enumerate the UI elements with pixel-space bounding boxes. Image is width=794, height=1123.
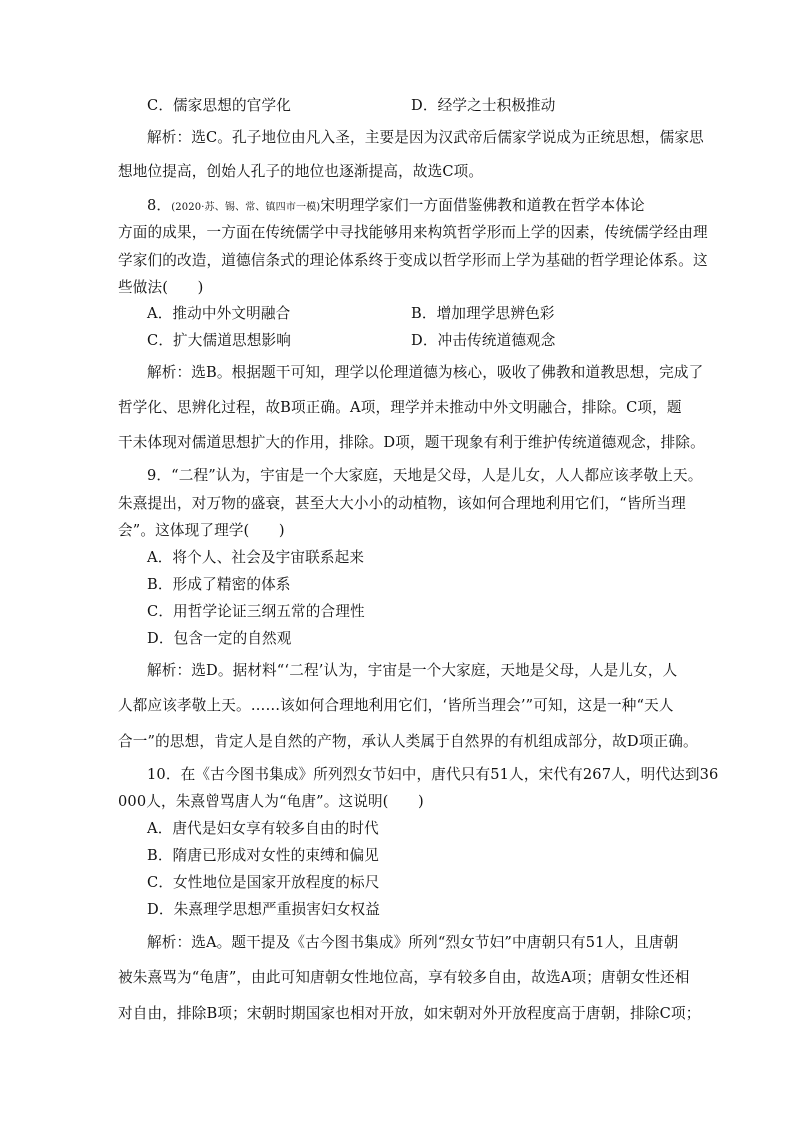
q8-option-b: B．增加理学思辨色彩 — [411, 305, 555, 322]
q9-option-d: D．包含一定的自然观 — [147, 630, 292, 647]
q10-option-c: C．女性地位是国家开放程度的标尺 — [147, 874, 380, 891]
q8-answer-line-1: 解析：选B。根据题干可知，理学以伦理道德为核心，吸收了佛教和道教思想，完成了 — [147, 364, 704, 381]
q9-option-a: A．将个人、社会及宇宙联系起来 — [147, 549, 365, 566]
q10-option-a: A．唐代是妇女享有较多自由的时代 — [147, 820, 379, 837]
q8-answer-line-3: 干未体现对儒道思想扩大的作用，排除。D项，题干现象有利于维护传统道德观念，排除。 — [118, 434, 705, 451]
q8-answer-line-2: 哲学化、思辨化过程，故B项正确。A项，理学并未推动中外文明融合，排除。C项，题 — [118, 399, 682, 416]
q10-answer-line-1: 解析：选A。题干提及《古今图书集成》所列“烈女节妇”中唐朝只有51人，且唐朝 — [147, 934, 679, 951]
q8-source-tag: (2020·苏、锡、常、镇四市一模) — [171, 202, 321, 213]
q8-stem-line-3: 学家们的改造，道德信条式的理论体系终于变成以哲学形而上学为基础的哲学理论体系。这 — [118, 252, 708, 269]
q8-number: 8． — [147, 197, 172, 214]
q9-option-c: C．用哲学论证三纲五常的合理性 — [147, 603, 365, 620]
q8-stem-line-4: 些做法( ) — [118, 279, 204, 296]
q10-option-b: B．隋唐已形成对女性的束缚和偏见 — [147, 847, 380, 864]
q7-option-c: C．儒家思想的官学化 — [147, 97, 292, 114]
q9-option-b: B．形成了精密的体系 — [147, 576, 291, 593]
q10-answer-line-2: 被朱熹骂为“龟唐”，由此可知唐朝女性地位高，享有较多自由，故选A项；唐朝女性还相 — [118, 969, 690, 986]
q9-stem-line-1: 9．“二程”认为，宇宙是一个大家庭，天地是父母，人是儿女，人人都应该孝敬上天。 — [147, 467, 703, 484]
q7-answer-line-1: 解析：选C。孔子地位由凡入圣，主要是因为汉武帝后儒家学说成为正统思想，儒家思 — [147, 129, 704, 146]
q7-answer-line-2: 想地位提高，创始人孔子的地位也逐渐提高，故选C项。 — [118, 163, 484, 180]
q8-stem-line-2: 方面的成果，一方面在传统儒学中寻找能够用来构筑哲学形而上学的因素，传统儒学经由理 — [118, 224, 708, 241]
q8-stem-text: 宋明理学家们一方面借鉴佛教和道教在哲学本体论 — [320, 197, 645, 214]
q10-option-d: D．朱熹理学思想严重损害妇女权益 — [147, 901, 381, 918]
q9-answer-line-3: 合一”的思想，肯定人是自然的产物，承认人类属于自然界的有机组成部分，故D项正确。 — [118, 733, 698, 750]
q8-stem-line-1 — [147, 197, 645, 217]
q10-stem-line-1: 10．在《古今图书集成》所列烈女节妇中，唐代只有51人，宋代有267人，明代达到36 — [147, 766, 719, 783]
q9-answer-line-1: 解析：选D。据材料“‘二程’认为，宇宙是一个大家庭，天地是父母，人是儿女，人 — [147, 662, 678, 679]
q10-stem-line-2: 000人，朱熹曾骂唐人为“龟唐”。这说明( ) — [118, 793, 424, 810]
q9-answer-line-2: 人都应该孝敬上天。……该如何合理地利用它们，‘皆所当理会’”可知，这是一种“天人 — [118, 697, 674, 714]
q8-option-a: A．推动中外文明融合 — [147, 305, 291, 322]
q8-option-c: C．扩大儒道思想影响 — [147, 332, 292, 349]
q9-stem-line-2: 朱熹提出，对万物的盛衰，甚至大大小小的动植物，该如何合理地利用它们，“皆所当理 — [118, 495, 686, 512]
q10-answer-line-3: 对自由，排除B项；宋朝时期国家也相对开放，如宋朝对外开放程度高于唐朝，排除C项； — [118, 1005, 701, 1022]
q9-stem-line-3: 会”。这体现了理学( ) — [118, 522, 285, 539]
q7-option-d: D．经学之士积极推动 — [411, 97, 556, 114]
q8-option-d: D．冲击传统道德观念 — [411, 332, 556, 349]
